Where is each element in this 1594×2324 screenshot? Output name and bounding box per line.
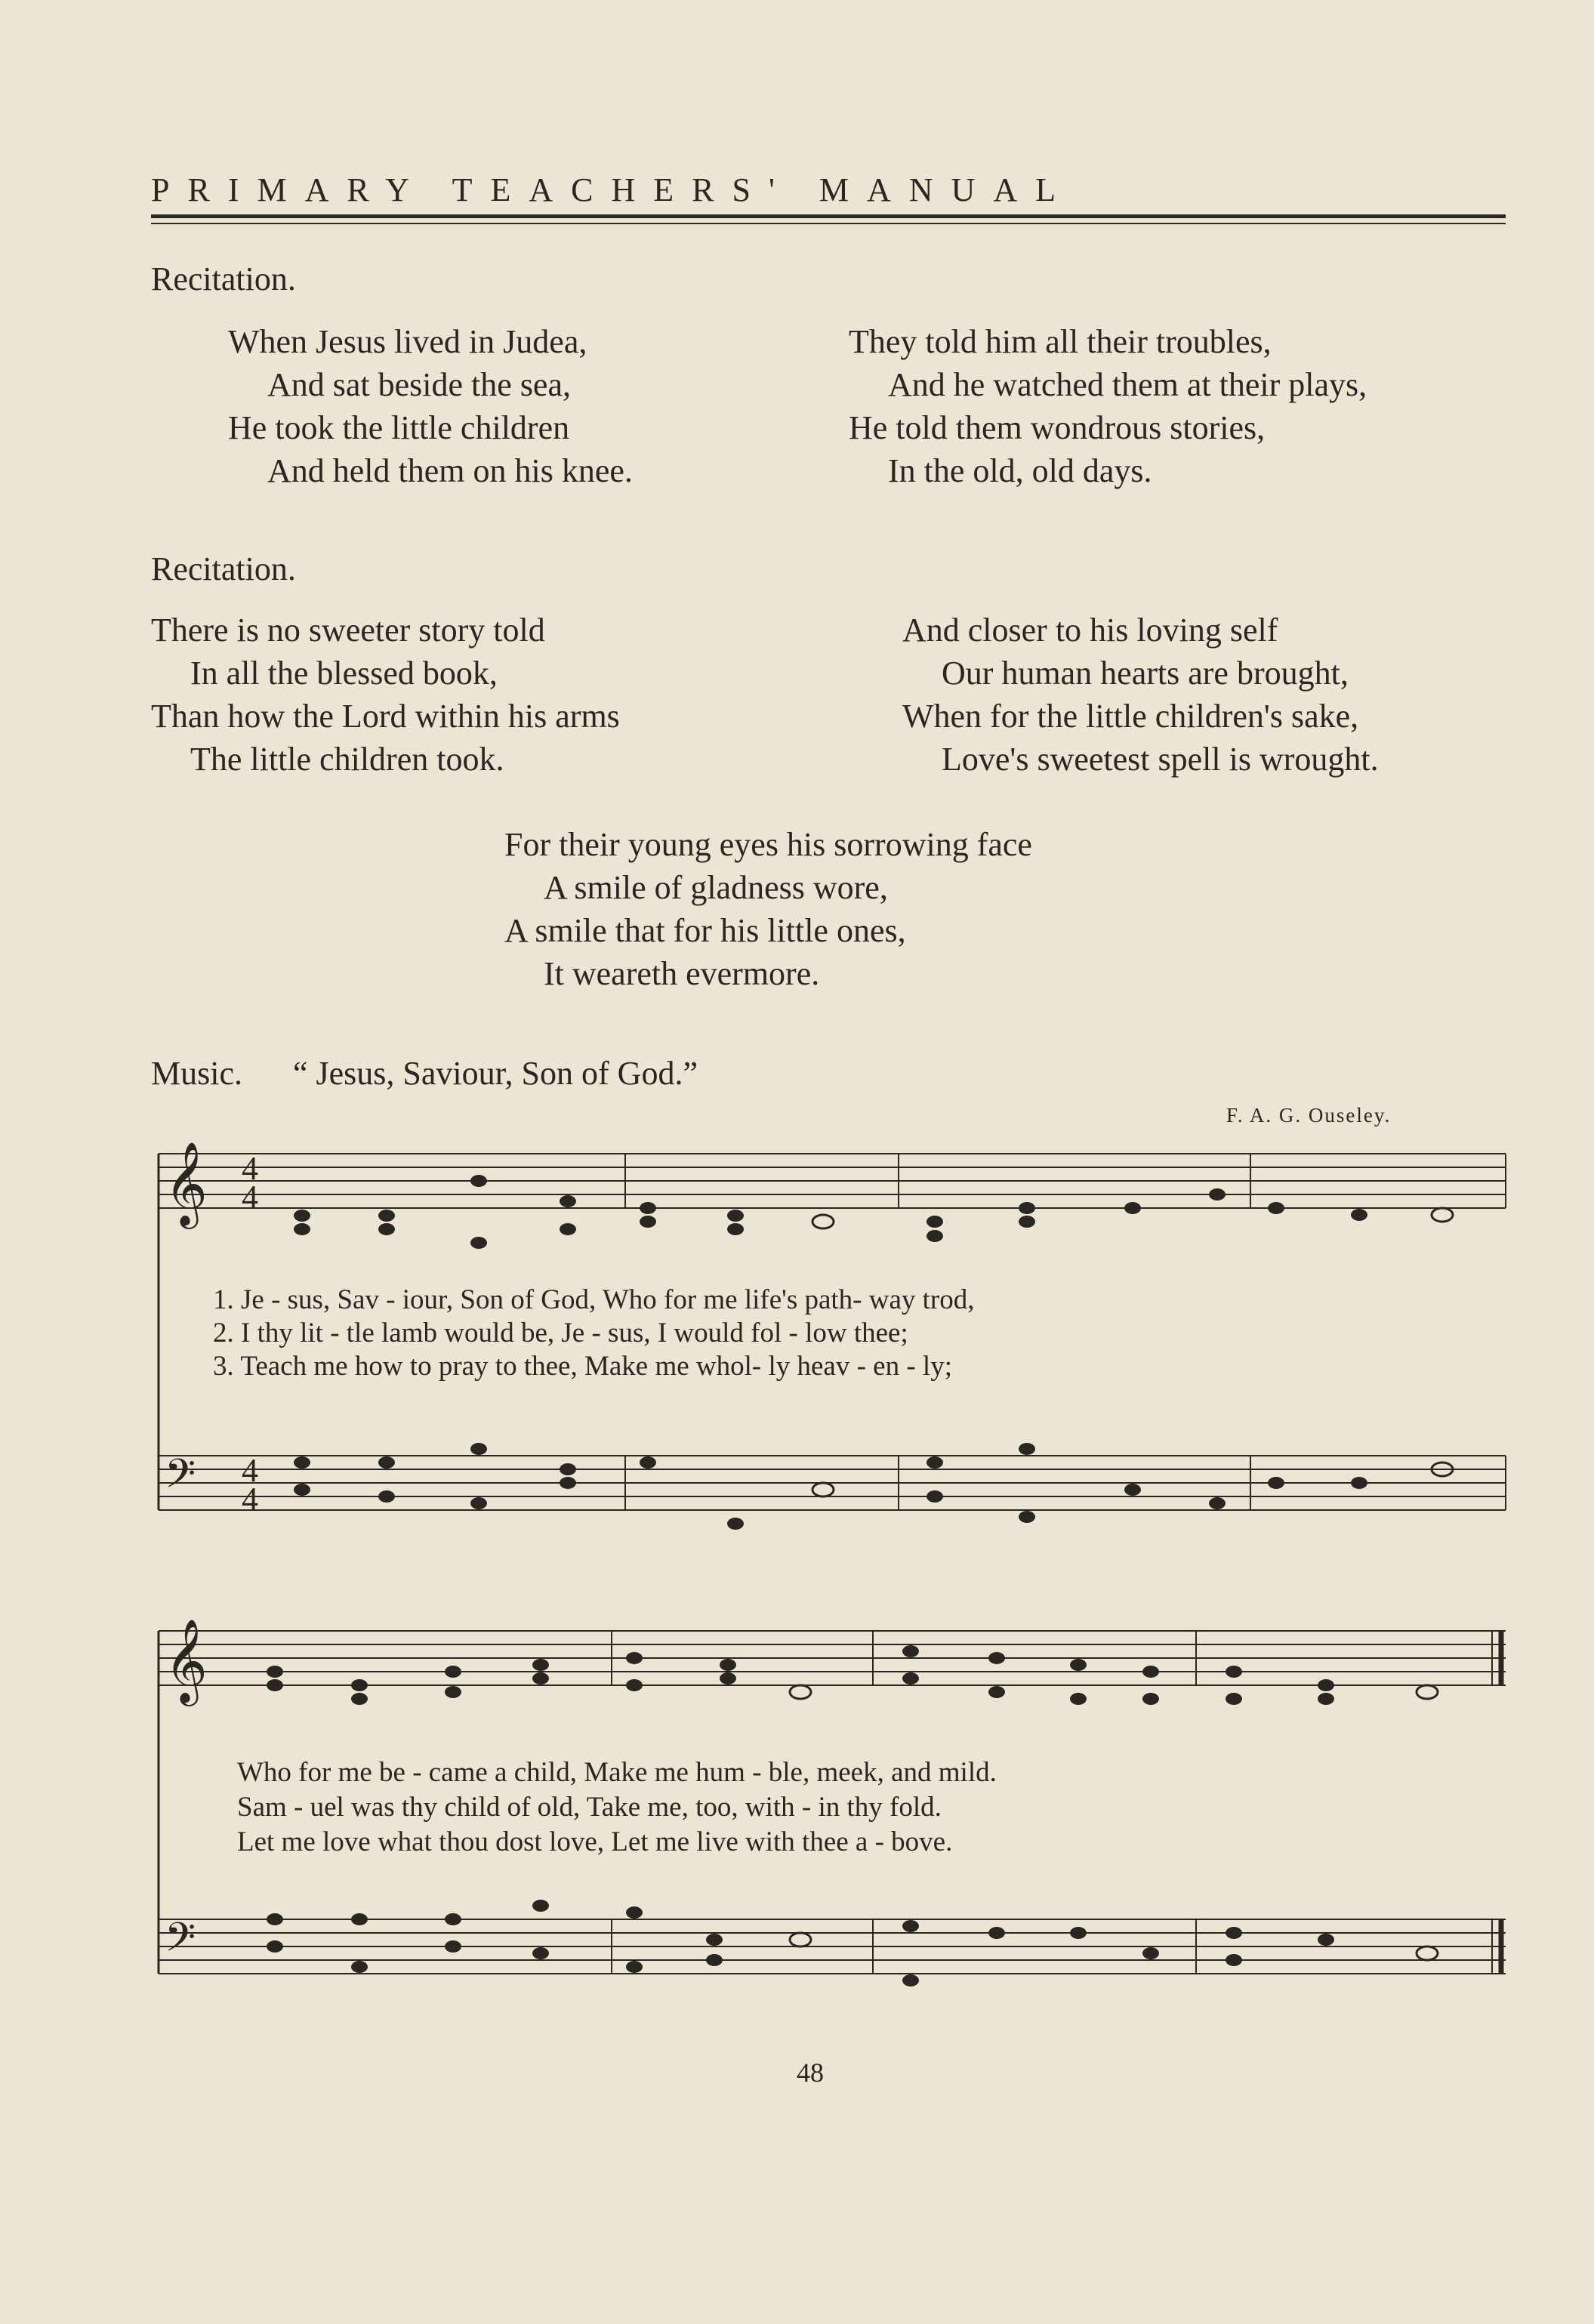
poem-line: He told them wondrous stories, xyxy=(849,409,1266,446)
note xyxy=(470,1237,487,1249)
system-2-lyric-verse-2: Sam - uel was thy child of old, Take me, too, with - in thy fold. xyxy=(237,1792,942,1823)
bass-clef-icon: 𝄢 xyxy=(165,1452,196,1506)
note xyxy=(1019,1202,1035,1214)
music-title: “ Jesus, Saviour, Son of God.” xyxy=(293,1055,698,1092)
poem-line: And closer to his loving self xyxy=(902,612,1278,649)
system-2-lyric-verse-1: Who for me be - came a child, Make me hum - ble, meek, and mild. xyxy=(237,1757,997,1788)
half-note xyxy=(1432,1208,1453,1222)
note xyxy=(727,1223,744,1235)
treble-clef-icon: 𝄞 xyxy=(165,1143,208,1224)
time-signature-top: 4 xyxy=(242,1150,258,1187)
poem-line: When Jesus lived in Judea, xyxy=(228,323,587,360)
note xyxy=(926,1230,943,1242)
poem-line: There is no sweeter story told xyxy=(151,612,545,649)
poem-line: It weareth evermore. xyxy=(544,955,820,992)
note xyxy=(640,1202,656,1214)
note xyxy=(560,1223,576,1235)
poem-line: When for the little children's sake, xyxy=(902,698,1359,735)
page-number: 48 xyxy=(797,2057,824,2088)
poem-line: He took the little children xyxy=(228,409,570,446)
recitation-2-label: Recitation. xyxy=(151,550,296,587)
note xyxy=(640,1216,656,1228)
poem-line: A smile of gladness wore, xyxy=(544,869,888,906)
note xyxy=(727,1210,744,1222)
poem-line: And he watched them at their plays, xyxy=(888,366,1367,403)
bass-staff-1 xyxy=(159,1456,1506,1510)
treble-notes-1 xyxy=(294,1175,1453,1249)
poem-line: In all the blessed book, xyxy=(190,655,498,692)
time-signature-bottom: 4 xyxy=(242,1179,258,1216)
poem-line: Love's sweetest spell is wrought. xyxy=(942,741,1379,778)
note xyxy=(470,1175,487,1187)
half-note xyxy=(812,1215,834,1228)
running-header: PRIMARY TEACHERS' MANUAL xyxy=(151,171,1074,208)
poem-line: They told him all their troubles, xyxy=(849,323,1272,360)
note xyxy=(1351,1209,1367,1221)
composer-credit: F. A. G. Ouseley. xyxy=(1226,1104,1392,1127)
time-signature-top: 4 xyxy=(242,1452,258,1489)
note xyxy=(378,1210,395,1222)
poem-line: And sat beside the sea, xyxy=(267,366,571,403)
note xyxy=(1268,1202,1284,1214)
note xyxy=(1209,1188,1226,1201)
note xyxy=(294,1223,310,1235)
poem-line: And held them on his knee. xyxy=(267,452,633,489)
system-1-lyric-verse-1: 1. Je - sus, Sav - iour, Son of God, Who for me life's path- way trod, xyxy=(213,1284,975,1315)
poem-line: In the old, old days. xyxy=(888,452,1152,489)
recitation-1-label: Recitation. xyxy=(151,260,296,297)
music-label: Music. xyxy=(151,1055,242,1092)
time-signature-bottom: 4 xyxy=(242,1481,258,1518)
note xyxy=(378,1223,395,1235)
note xyxy=(1124,1202,1141,1214)
note xyxy=(926,1216,943,1228)
treble-notes-2 xyxy=(267,1645,1438,1705)
system-1-lyric-verse-2: 2. I thy lit - tle lamb would be, Je - sus, I would fol - low thee; xyxy=(213,1318,908,1348)
system-1-lyric-verse-3: 3. Teach me how to pray to thee, Make me whol- ly heav - en - ly; xyxy=(213,1351,952,1382)
poem-line: The little children took. xyxy=(190,741,504,778)
system-2-lyric-verse-3: Let me love what thou dost love, Let me live with thee a - bove. xyxy=(237,1826,953,1857)
poem-line: For their young eyes his sorrowing face xyxy=(504,826,1032,863)
poem-line: Our human hearts are brought, xyxy=(942,655,1349,692)
poem-line: Than how the Lord within his arms xyxy=(151,698,620,735)
poem-line: A smile that for his little ones, xyxy=(504,912,906,949)
note xyxy=(1019,1216,1035,1228)
treble-staff-1 xyxy=(159,1154,1506,1208)
treble-clef-icon: 𝄞 xyxy=(165,1620,208,1701)
note xyxy=(560,1195,576,1207)
note xyxy=(294,1210,310,1222)
bass-clef-icon: 𝄢 xyxy=(165,1916,196,1969)
treble-staff-2 xyxy=(159,1631,1506,1685)
